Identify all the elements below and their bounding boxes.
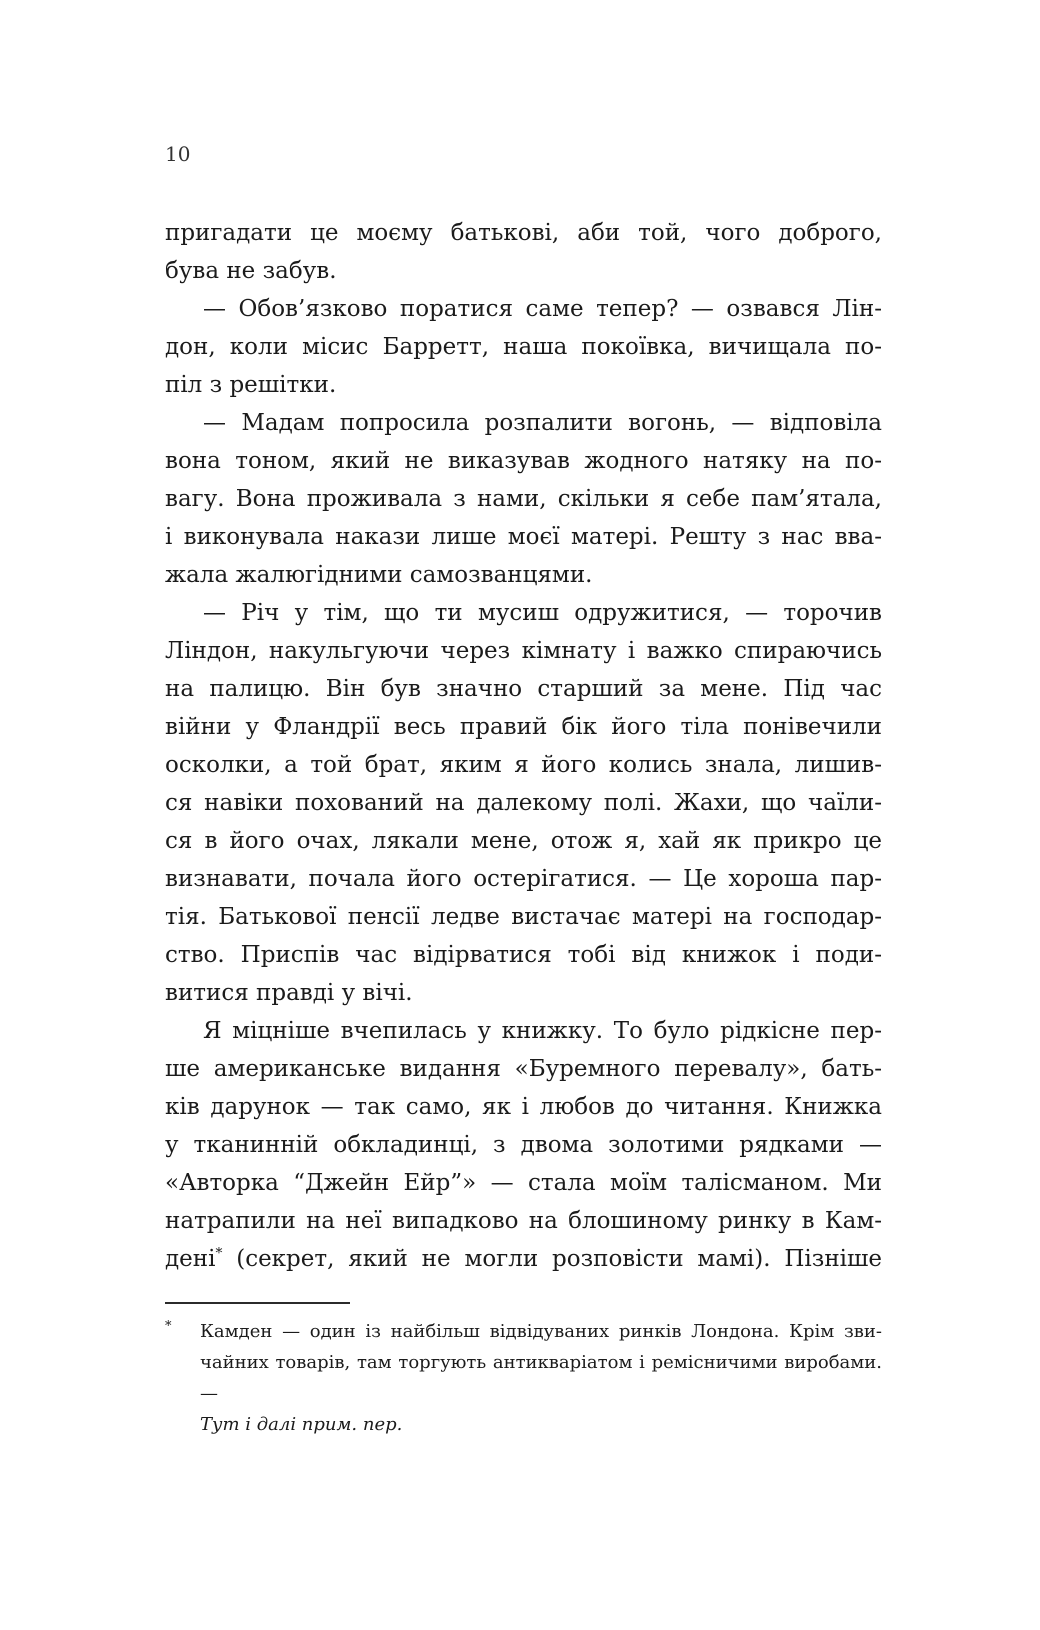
- footnote-body: [165, 1316, 882, 1440]
- paragraph: [165, 594, 882, 1012]
- footnote-line: Камден — один із найбільш відвідуваних ринків Лондона. Крім зви-: [200, 1321, 882, 1342]
- text-line: піл з решітки.: [165, 372, 337, 398]
- footnote-line: чайних товарів, там торгують антикваріатом і ремісничими виробами. —: [200, 1352, 882, 1404]
- footnote-marker: *: [165, 1319, 172, 1334]
- text-line: тія. Батькової пенсії ледве вистачає матері на господар-: [165, 904, 882, 930]
- text-line: — Мадам попросила розпалити вогонь, — відповіла: [203, 410, 882, 436]
- text-line: Я міцніше вчепилась у книжку. То було рідкісне пер-: [203, 1018, 882, 1044]
- footnote-separator: [165, 1302, 350, 1304]
- footnote-line: Тут і далі прим. пер.: [200, 1414, 403, 1435]
- paragraph: [165, 1012, 882, 1278]
- footnote-text: [200, 1316, 882, 1440]
- text-line: «Авторка “Джейн Ейр”» — стала моїм талісманом. Ми: [165, 1170, 882, 1196]
- body-text: [165, 214, 882, 1278]
- text-line: ків дарунок — так само, як і любов до читання. Книжка: [165, 1094, 882, 1120]
- page-number: 10: [165, 142, 191, 166]
- text-line: натрапили на неї випадково на блошиному ринку в Кам-: [165, 1208, 882, 1234]
- footnote-section: [165, 1302, 882, 1440]
- text-line: витися правді у вічі.: [165, 980, 413, 1006]
- paragraph: [165, 214, 882, 290]
- text-line: у тканинній обкладинці, з двома золотими рядками —: [165, 1132, 882, 1158]
- text-line: бува не забув.: [165, 258, 337, 284]
- text-line: війни у Фландрії весь правий бік його тіла понівечили: [165, 714, 882, 740]
- text-line: дені* (секрет, який не могли розповісти мамі). Пізніше: [165, 1245, 882, 1272]
- text-line: Ліндон, накульгуючи через кімнату і важко спираючись: [165, 638, 882, 664]
- text-line: вона тоном, який не виказував жодного натяку на по-: [165, 448, 882, 474]
- text-line: ся в його очах, лякали мене, отож я, хай як прикро це: [165, 828, 882, 854]
- text-line: і виконувала накази лише моєї матері. Решту з нас вва-: [165, 524, 882, 550]
- footnote-reference: *: [215, 1245, 223, 1262]
- text-line: ство. Приспів час відірватися тобі від книжок і поди-: [165, 942, 882, 968]
- text-line: жала жалюгідними самозванцями.: [165, 562, 593, 588]
- text-line: на палицю. Він був значно старший за мене. Під час: [165, 676, 882, 702]
- text-line: дон, коли місис Барретт, наша покоївка, вичищала по-: [165, 334, 882, 360]
- text-line: — Обов’язково поратися саме тепер? — озвався Лін-: [203, 296, 882, 322]
- text-line: осколки, а той брат, яким я його колись знала, лишив-: [165, 752, 882, 778]
- paragraph: [165, 404, 882, 594]
- paragraph: [165, 290, 882, 404]
- text-line: — Річ у тім, що ти мусиш одружитися, — торочив: [203, 600, 882, 626]
- text-line: ся навіки похований на далекому полі. Жахи, що чаїли-: [165, 790, 882, 816]
- text-line: вагу. Вона проживала з нами, скільки я себе пам’ятала,: [165, 486, 882, 512]
- text-line: визнавати, почала його остерігатися. — Це хороша пар-: [165, 866, 882, 892]
- text-line: ше американське видання «Буремного перевалу», бать-: [165, 1056, 882, 1082]
- text-line: пригадати це моєму батькові, аби той, чого доброго,: [165, 220, 882, 246]
